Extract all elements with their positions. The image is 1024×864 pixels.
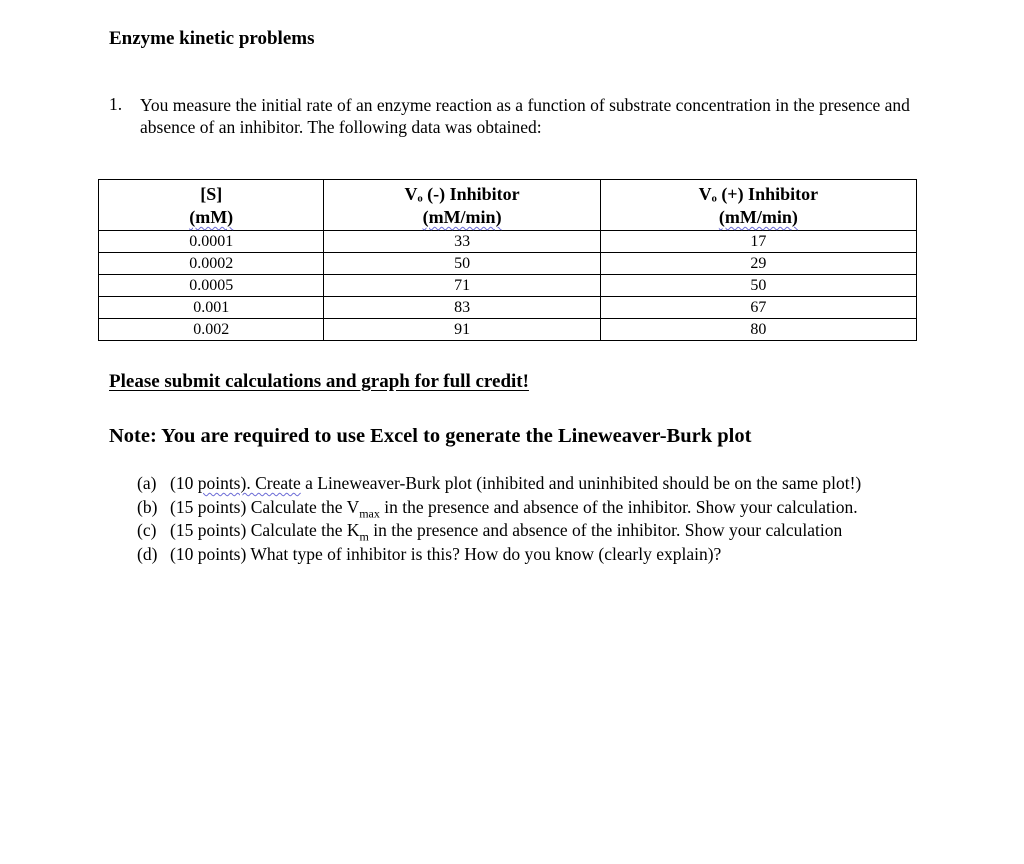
part-d xyxy=(137,543,907,567)
cell-substrate: 0.002 xyxy=(99,319,324,341)
cell-no-inhibitor: 71 xyxy=(324,275,600,297)
header-no-inhibitor xyxy=(324,180,600,231)
cell-no-inhibitor: 83 xyxy=(324,297,600,319)
part-a xyxy=(137,472,907,496)
cell-with-inhibitor: 80 xyxy=(600,319,916,341)
data-table xyxy=(98,179,917,341)
question-text: You measure the initial rate of an enzyme reaction as a function of substrate concentration in the presence and absence of an inhibitor. The following data was obtained: xyxy=(140,95,910,137)
part-d-label: (d) xyxy=(137,543,158,564)
cell-no-inhibitor: 33 xyxy=(324,231,600,253)
table-row xyxy=(99,275,917,297)
part-c xyxy=(137,519,907,543)
part-b-label: (b) xyxy=(137,496,158,517)
table-row xyxy=(99,253,917,275)
part-d-text: (10 points) What type of inhibitor is this? How do you know (clearly explain)? xyxy=(170,543,722,564)
question-number: 1. xyxy=(109,94,123,114)
cell-with-inhibitor: 50 xyxy=(600,275,916,297)
header-no-inhibitor-unit: (mM/min) xyxy=(422,207,502,227)
submit-instruction: Please submit calculations and graph for full credit! xyxy=(109,371,529,392)
question-parts xyxy=(137,472,907,566)
header-substrate-unit: (mM) xyxy=(189,207,234,227)
cell-substrate: 0.001 xyxy=(99,297,324,319)
cell-substrate: 0.0005 xyxy=(99,275,324,297)
header-substrate xyxy=(99,180,324,231)
table-header-row xyxy=(99,180,917,231)
page-title: Enzyme kinetic problems xyxy=(109,28,315,49)
note-text: Note: You are required to use Excel to generate the Lineweaver-Burk plot xyxy=(109,425,752,447)
cell-no-inhibitor: 50 xyxy=(324,253,600,275)
cell-substrate: 0.0001 xyxy=(99,231,324,253)
part-b xyxy=(137,496,907,520)
part-a-text: (10 points). Create a Lineweaver-Burk plot (inhibited and uninhibited should be on the same plot!) xyxy=(170,473,862,493)
table-row xyxy=(99,231,917,253)
header-no-inhibitor-label: Vₒ (-) Inhibitor xyxy=(404,184,520,204)
cell-with-inhibitor: 17 xyxy=(600,231,916,253)
spellcheck-squiggle: points). Create xyxy=(197,473,301,493)
part-c-text: (15 points) Calculate the $K_m$ in the presence and absence of the inhibitor. Show your calculation xyxy=(170,520,843,544)
cell-substrate: 0.0002 xyxy=(99,253,324,275)
header-with-inhibitor xyxy=(600,180,916,231)
cell-with-inhibitor: 67 xyxy=(600,297,916,319)
cell-no-inhibitor: 91 xyxy=(324,319,600,341)
table-row xyxy=(99,319,917,341)
table-row xyxy=(99,297,917,319)
part-b-text: (15 points) Calculate the $V_{max}$ in the presence and absence of the inhibitor. Show your calculation. xyxy=(170,496,858,520)
header-with-inhibitor-unit: (mM/min) xyxy=(718,207,798,227)
header-substrate-label: [S] xyxy=(200,184,223,204)
cell-with-inhibitor: 29 xyxy=(600,253,916,275)
header-with-inhibitor-label: Vₒ (+) Inhibitor xyxy=(698,184,819,204)
part-c-label: (c) xyxy=(137,520,157,540)
part-a-label: (a) xyxy=(137,473,157,493)
